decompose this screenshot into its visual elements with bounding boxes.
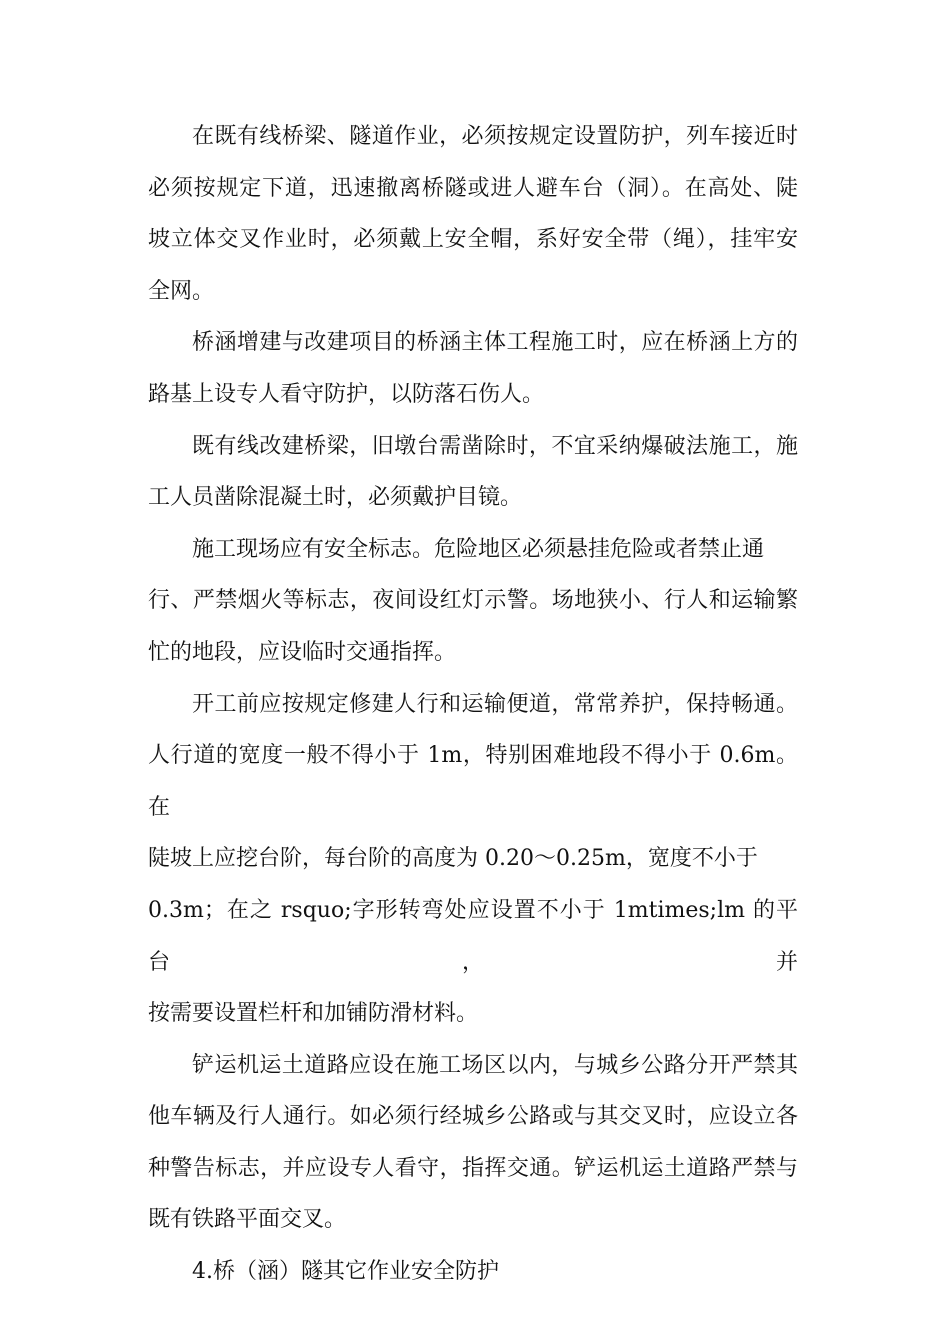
text-line: 坡立体交叉作业时，必须戴上安全帽，系好安全带（绳），挂牢安 <box>148 227 798 253</box>
document-body <box>148 111 798 1298</box>
text-line: 陡坡上应挖台阶，每台阶的高度为 0.20～0.25m，宽度不小于 <box>148 846 758 872</box>
paragraph-pier-demolition <box>148 421 798 524</box>
text-line: 路基上设专人看守防护，以防落石伤人。 <box>148 381 545 407</box>
text-line: 0.3m；在之 rsquo;字形转弯处应设置不小于 1mtimes;lm 的平台，并 <box>148 897 798 975</box>
text-line: 在既有线桥梁、隧道作业，必须按规定设置防护，列车接近时 <box>192 124 798 149</box>
text-line: 种警告标志，并应设专人看守，指挥交通。铲运机运土道路严禁与 <box>148 1155 798 1181</box>
section-heading <box>148 1246 798 1298</box>
text-line: 既有铁路平面交叉。 <box>148 1207 347 1233</box>
text-line: 施工现场应有安全标志。危险地区必须悬挂危险或者禁止通 <box>192 536 765 562</box>
paragraph-safety-signs <box>148 524 798 679</box>
text-line: 铲运机运土道路应设在施工场区以内，与城乡公路分开严禁其 <box>192 1052 798 1078</box>
text-line: 全网。 <box>148 278 215 304</box>
paragraph-bridge-tunnel-protection <box>148 111 798 317</box>
paragraph-scraper-roads <box>148 1040 798 1246</box>
text-line: 按需要设置栏杆和加铺防滑材料。 <box>148 1001 479 1027</box>
text-line: 开工前应按规定修建人行和运输便道，常常养护，保持畅通。 <box>192 691 798 717</box>
text-line: 人行道的宽度一般不得小于 1m，特别困难地段不得小于 0.6m。在 <box>148 743 798 820</box>
section-heading-text: 4.桥（涵）隧其它作业安全防护 <box>192 1259 499 1285</box>
paragraph-access-roads <box>148 679 798 1040</box>
text-line: 行、严禁烟火等标志，夜间设红灯示警。场地狭小、行人和运输繁 <box>148 588 798 614</box>
text-line: 工人员凿除混凝土时，必须戴护目镜。 <box>148 485 523 511</box>
text-line: 他车辆及行人通行。如必须行经城乡公路或与其交叉时，应设立各 <box>148 1104 798 1130</box>
text-line: 必须按规定下道，迅速撤离桥隧或进人避车台（洞）。在高处、陡 <box>148 175 798 201</box>
paragraph-culvert-guarding <box>148 317 798 420</box>
text-line: 既有线改建桥梁，旧墩台需凿除时，不宜采纳爆破法施工，施 <box>192 433 798 459</box>
text-line: 桥涵增建与改建项目的桥涵主体工程施工时，应在桥涵上方的 <box>192 330 798 356</box>
text-line: 忙的地段，应设临时交通指挥。 <box>148 639 457 665</box>
